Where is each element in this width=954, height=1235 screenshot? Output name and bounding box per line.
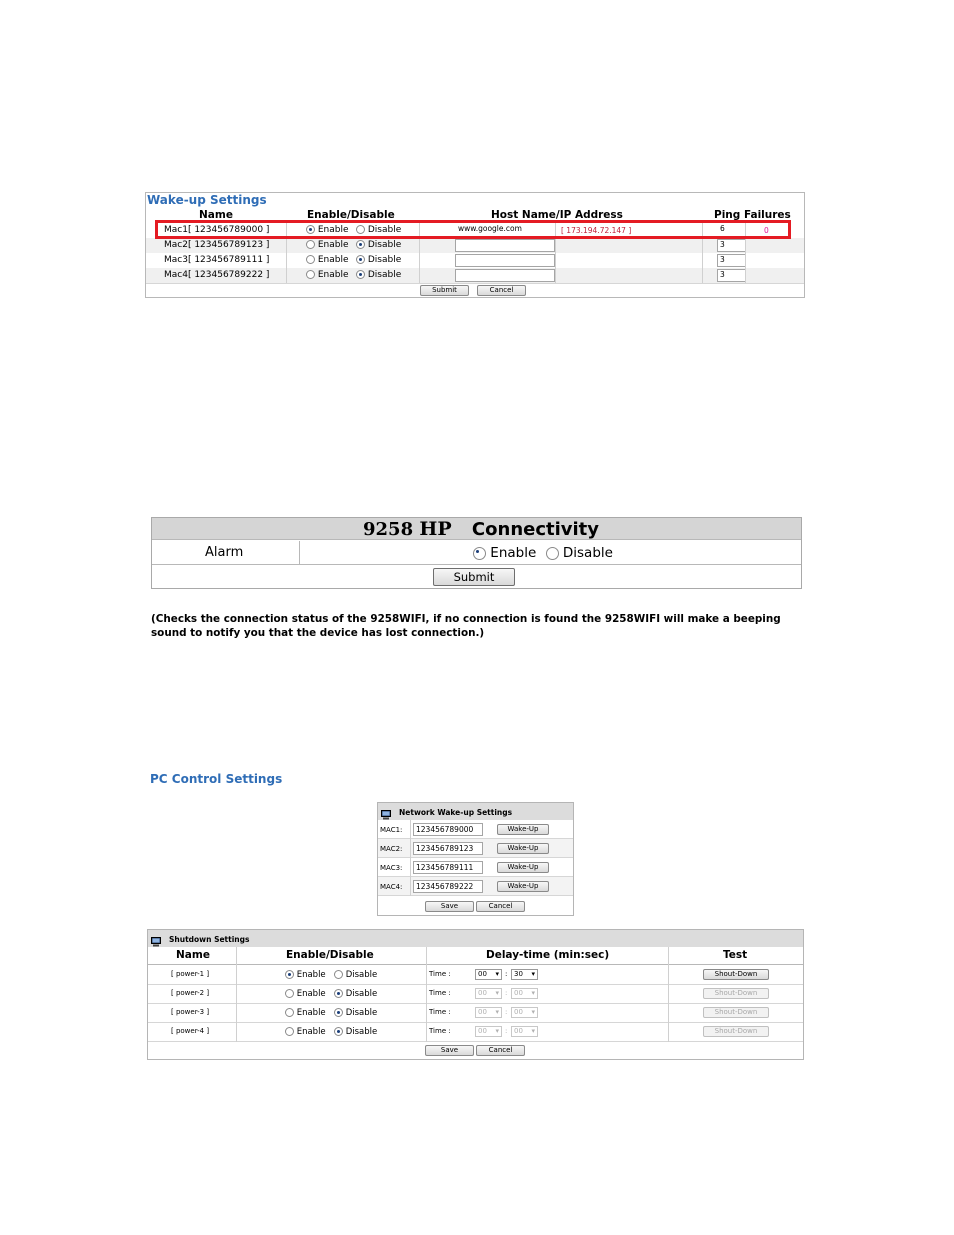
enable-label: Enable (317, 240, 349, 250)
alarm-enable-label: Enable (490, 545, 537, 561)
network-wakeup-title: Network Wake-up Settings (399, 808, 513, 817)
row-divider (152, 564, 801, 565)
col-header-name: Name (199, 209, 233, 221)
disable-label: Disable (367, 225, 402, 235)
enable-radio[interactable] (285, 989, 294, 998)
dropdown-arrow-icon: ▾ (495, 989, 499, 997)
host-input[interactable] (455, 254, 555, 267)
power-name: [ power-2 ] (171, 989, 210, 997)
seconds-value: 00 (514, 1027, 523, 1035)
seconds-select[interactable] (511, 1007, 538, 1018)
cancel-button[interactable]: Cancel (477, 285, 526, 296)
col-header-enable-disable: Enable/Disable (307, 209, 395, 221)
minutes-select[interactable] (475, 988, 502, 999)
ping-input[interactable]: 3 (717, 269, 746, 282)
model-suffix: HP (419, 518, 452, 540)
mac-name: Mac4[ 123456789222 ] (164, 270, 270, 280)
shutdown-test-button[interactable]: Shout-Down (703, 1007, 769, 1018)
power-name: [ power-1 ] (171, 970, 210, 978)
mac-label: MAC1: (380, 826, 403, 834)
enable-label: Enable (317, 270, 349, 280)
wake-up-button[interactable]: Wake-Up (497, 881, 549, 892)
shutdown-test-button[interactable]: Shout-Down (703, 969, 769, 980)
seconds-value: 30 (514, 970, 523, 978)
minutes-select[interactable] (475, 1026, 502, 1037)
disable-label: Disable (367, 270, 402, 280)
dropdown-arrow-icon: ▾ (495, 970, 499, 978)
seconds-select[interactable] (511, 988, 538, 999)
enable-label: Enable (296, 989, 326, 999)
enable-radio[interactable] (306, 240, 315, 249)
minutes-select[interactable] (475, 1007, 502, 1018)
model-number: 9258 (363, 519, 414, 540)
column-divider (668, 947, 669, 1042)
enable-label: Enable (296, 1008, 326, 1018)
connectivity-title (363, 518, 599, 540)
alarm-enable-radio[interactable] (473, 547, 486, 560)
mac-label: MAC4: (380, 883, 403, 891)
time-label: Time : (429, 1027, 451, 1035)
table-row (146, 238, 804, 253)
power-name: [ power-4 ] (171, 1027, 210, 1035)
enable-radio[interactable] (285, 1008, 294, 1017)
mac-name: Mac3[ 123456789111 ] (164, 255, 270, 265)
host-input[interactable] (455, 269, 555, 282)
enable-radio[interactable] (285, 1027, 294, 1036)
disable-label: Disable (367, 255, 402, 265)
disable-radio[interactable] (356, 240, 365, 249)
highlight-box (155, 220, 791, 239)
disable-label: Disable (367, 240, 402, 250)
ping-input[interactable]: 6 (720, 224, 725, 233)
enable-label: Enable (296, 1027, 326, 1037)
alarm-disable-label: Disable (562, 545, 613, 561)
disable-radio[interactable] (356, 270, 365, 279)
computer-icon (381, 805, 391, 814)
minutes-select[interactable] (475, 969, 502, 980)
time-separator: : (505, 989, 508, 997)
shutdown-title: Shutdown Settings (169, 935, 250, 944)
dropdown-arrow-icon: ▾ (495, 1027, 499, 1035)
col-header-delay-time: Delay-time (min:sec) (486, 949, 610, 961)
ping-input[interactable]: 3 (717, 239, 746, 252)
alarm-disable-radio[interactable] (546, 547, 559, 560)
disable-label: Disable (345, 970, 378, 980)
dropdown-arrow-icon: ▾ (531, 1008, 535, 1016)
time-label: Time : (429, 970, 451, 978)
shutdown-test-button[interactable]: Shout-Down (703, 1026, 769, 1037)
mac-label: MAC2: (380, 845, 403, 853)
column-divider (236, 947, 237, 1042)
enable-radio[interactable] (306, 270, 315, 279)
power-name: [ power-3 ] (171, 1008, 210, 1016)
enable-radio[interactable] (306, 255, 315, 264)
col-header-test: Test (723, 949, 748, 961)
wake-up-button[interactable]: Wake-Up (497, 843, 549, 854)
disable-radio[interactable] (356, 255, 365, 264)
host-input[interactable]: www.google.com (458, 224, 522, 233)
time-label: Time : (429, 989, 451, 997)
disable-radio[interactable] (334, 1027, 343, 1036)
enable-label: Enable (317, 225, 349, 235)
dropdown-arrow-icon: ▾ (531, 989, 535, 997)
disable-radio[interactable] (334, 1008, 343, 1017)
ping-input[interactable]: 3 (717, 254, 746, 267)
host-input[interactable] (455, 239, 555, 252)
enable-label: Enable (296, 970, 326, 980)
connectivity-note: (Checks the connection status of the 9258WIFI, if no connection is found the 9258WIFI will make a beeping sound to notify you that the device has lost connection.) (151, 613, 781, 639)
mac-name: Mac2[ 123456789123 ] (164, 240, 270, 250)
network-save-button[interactable]: Save (425, 901, 474, 912)
mac-name: Mac1[ 123456789000 ] (164, 225, 270, 235)
row-divider (146, 283, 804, 284)
shutdown-save-button[interactable]: Save (425, 1045, 474, 1056)
mac-input[interactable]: 123456789000 (413, 823, 483, 836)
failure-count: 0 (764, 226, 769, 235)
seconds-value: 00 (514, 1008, 523, 1016)
table-row (146, 268, 804, 283)
alarm-label: Alarm (205, 545, 244, 560)
dropdown-arrow-icon: ▾ (531, 1027, 535, 1035)
mac-input[interactable]: 123456789222 (413, 880, 483, 893)
wakeup-settings-title: Wake-up Settings (147, 193, 267, 207)
pc-control-title: PC Control Settings (150, 772, 283, 786)
mac-input[interactable]: 123456789111 (413, 861, 483, 874)
connectivity-submit-button[interactable]: Submit (433, 568, 515, 586)
table-row (146, 253, 804, 268)
col-header-name: Name (176, 949, 210, 961)
submit-button[interactable]: Submit (420, 285, 469, 296)
disable-radio[interactable] (334, 970, 343, 979)
col-header-enable-disable: Enable/Disable (286, 949, 374, 961)
resolved-ip: [ 173.194.72.147 ] (561, 226, 632, 235)
mac-label: MAC3: (380, 864, 403, 872)
seconds-value: 00 (514, 989, 523, 997)
column-divider (410, 820, 411, 896)
alarm-options (473, 545, 613, 561)
time-separator: : (505, 1008, 508, 1016)
column-divider (426, 947, 427, 1042)
dropdown-arrow-icon: ▾ (495, 1008, 499, 1016)
seconds-select[interactable] (511, 969, 538, 980)
seconds-select[interactable] (511, 1026, 538, 1037)
enable-radio[interactable] (285, 970, 294, 979)
time-separator: : (505, 970, 508, 978)
network-cancel-button[interactable]: Cancel (476, 901, 525, 912)
time-label: Time : (429, 1008, 451, 1016)
shutdown-cancel-button[interactable]: Cancel (476, 1045, 525, 1056)
shutdown-column-headers (148, 947, 803, 965)
minutes-value: 00 (478, 1008, 487, 1016)
disable-label: Disable (345, 1008, 378, 1018)
disable-radio[interactable] (334, 989, 343, 998)
dropdown-arrow-icon: ▾ (531, 970, 535, 978)
column-divider (299, 541, 300, 564)
time-separator: : (505, 1027, 508, 1035)
minutes-value: 00 (478, 1027, 487, 1035)
disable-label: Disable (345, 1027, 378, 1037)
enable-label: Enable (317, 255, 349, 265)
shutdown-test-button[interactable]: Shout-Down (703, 988, 769, 999)
mac-input[interactable]: 123456789123 (413, 842, 483, 855)
wake-up-button[interactable]: Wake-Up (497, 824, 549, 835)
minutes-value: 00 (478, 970, 487, 978)
computer-icon (151, 932, 161, 942)
wake-up-button[interactable]: Wake-Up (497, 862, 549, 873)
connectivity-word: Connectivity (471, 519, 600, 540)
col-header-host: Host Name/IP Address (491, 209, 623, 221)
disable-label: Disable (345, 989, 378, 999)
col-header-ping-failures: Ping Failures (714, 209, 791, 221)
minutes-value: 00 (478, 989, 487, 997)
